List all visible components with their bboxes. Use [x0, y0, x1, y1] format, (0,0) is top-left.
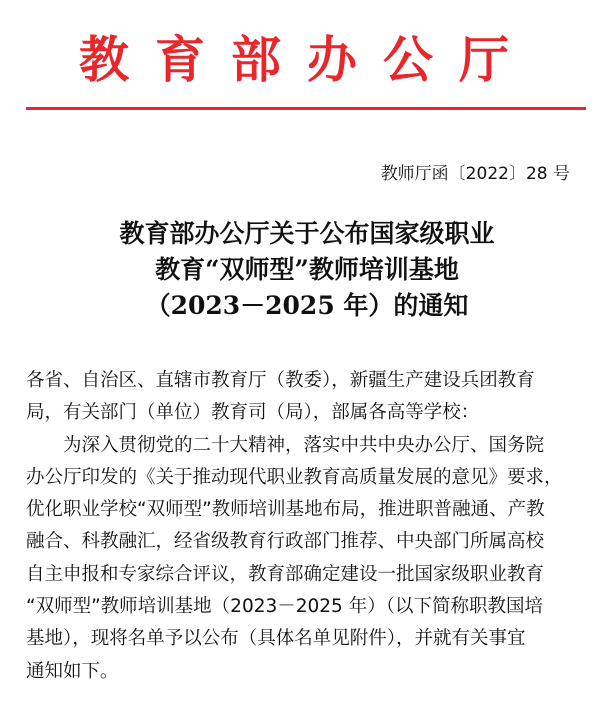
- paragraph-line: 优化职业学校“双师型”教师培训基地布局，推进职普融通、产教: [26, 499, 545, 521]
- paragraph-line: 办公厅印发的《关于推动现代职业教育高质量发展的意见》要求，: [26, 466, 563, 488]
- document-title: [0, 216, 614, 324]
- document-body: [26, 365, 588, 688]
- red-divider-line: [26, 107, 586, 110]
- paragraph-line: 通知如下。: [26, 660, 119, 682]
- title-line: （2023－2025 年）的通知: [145, 291, 469, 320]
- salutation-line: 局，有关部门（单位）教育司（局），部属各高等学校：: [26, 402, 480, 424]
- paragraph-line: “双师型”教师培训基地（2023－2025 年）（以下简称职教国培: [26, 596, 543, 618]
- title-line: 教育部办公厅关于公布国家级职业: [119, 219, 495, 248]
- issuing-authority-header: 教育部办公厅: [79, 30, 535, 89]
- paragraph-line: 基地），现将名单予以公布（具体名单见附件），并就有关事宜: [26, 628, 526, 650]
- paragraph-line: 融合、科教融汇，经省级教育行政部门推荐、中央部门所属高校: [26, 531, 545, 553]
- salutation-line: 各省、自治区、直辖市教育厅（教委），新疆生产建设兵团教育: [26, 370, 535, 391]
- document-number: 教师厅函〔2022〕28 号: [380, 164, 570, 184]
- paragraph-line: 自主申报和专家综合评议，教育部确定建设一批国家级职业教育: [26, 563, 545, 585]
- title-line: 教育“双师型”教师培训基地: [155, 255, 459, 284]
- paragraph-line: 为深入贯彻党的二十大精神，落实中共中央办公厅、国务院: [63, 434, 545, 456]
